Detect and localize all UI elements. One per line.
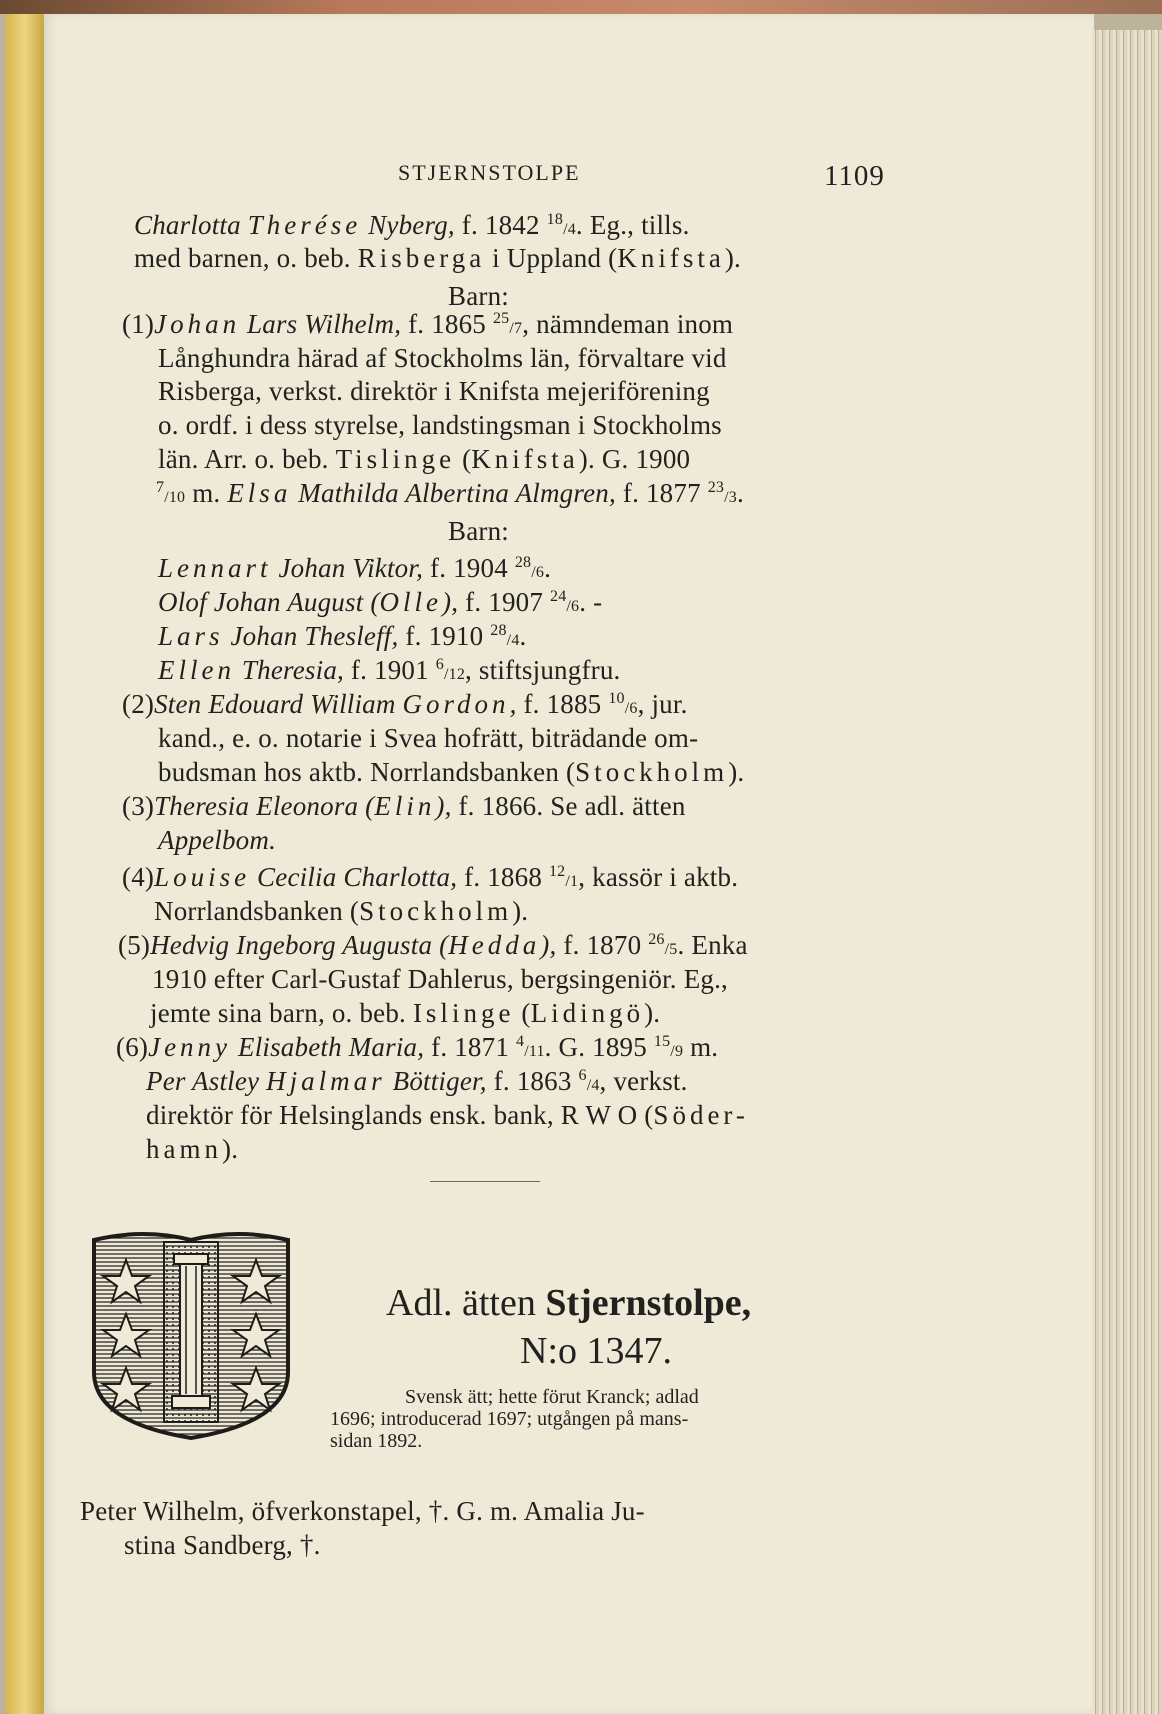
date-superscript: 12 [548,863,566,880]
text-run: (3) [122,791,155,821]
text-line: Appelbom. [158,825,277,855]
text-run: , jur. [637,689,688,719]
text-run: Knifsta [471,444,579,474]
text-line [146,1134,238,1164]
text-run: f. 1863 [486,1066,579,1096]
family-title-prefix: Adl. ätten [386,1282,546,1324]
text-run: Lars Wilhelm, [240,309,402,339]
page-number: 1109 [824,160,885,192]
text-run: (6) [116,1032,149,1062]
text-run: ). [728,757,745,787]
text-run: m. [185,478,228,508]
date-superscript: 26 [648,931,665,948]
text-run: Risberga [357,243,486,273]
text-run: ). [644,998,661,1028]
text-run: f. 1904 [423,553,515,583]
text-line [122,862,738,892]
text-run: budsman hos aktb. Norrlandsbanken ( [158,757,576,787]
family-title [386,1282,751,1324]
founder-line: stina Sandberg, †. [124,1530,321,1560]
text-line: Långhundra härad af Stockholms län, förvaltare vid [158,343,727,373]
family-number: N:o 1347. [520,1330,672,1372]
text-run: , verkst. [599,1066,688,1096]
text-run: . - [579,587,603,617]
text-run: Hedda [448,930,541,960]
text-run: Per Astley [146,1066,267,1096]
text-line: 1910 efter Carl-Gustaf Dahlerus, bergsingeniör. Eg., [152,964,729,994]
text-line [122,309,733,339]
text-run: f. 1901 [343,655,436,685]
text-line [154,896,528,926]
text-run: . [519,621,527,651]
section-heading: Barn: [448,281,509,311]
family-note-line: 1696; introducerad 1697; utgången på mans- [330,1408,689,1430]
family-title-name: Stjernstolpe, [545,1282,752,1324]
page-edges [1092,30,1162,1714]
text-run: Theresia, [234,655,344,685]
text-run: . Eg., tills. [575,210,690,240]
text-run: hamn [146,1134,222,1164]
text-run: direktör för Helsinglands ensk. bank, R W O ( [146,1100,654,1130]
family-note-line: Svensk ätt; hette förut Kranck; adlad [405,1386,699,1408]
date-superscript: 15 [653,1033,671,1050]
section-heading: Barn: [448,516,509,546]
text-line: Risberga, verkst. direktör i Knifsta mejeriförening [158,376,710,406]
text-line [158,553,551,583]
text-run: f. 1877 [615,478,708,508]
text-run: Johan Thesleff, [223,621,399,651]
text-line [134,210,690,240]
text-run: Mathilda Albertina Almgren, [291,478,616,508]
text-line [134,243,741,273]
text-run: Olle [379,587,443,617]
text-run: Ellen [158,655,235,685]
date-superscript: 7 [156,479,165,496]
shield-with-pillar-and-six-stars-icon [86,1232,296,1442]
text-run: Knifsta [617,243,725,273]
text-run: ). [724,243,741,273]
text-line [150,998,660,1028]
text-run: Hjalmar [266,1066,386,1096]
date-superscript: 4 [515,1033,525,1050]
date-subscript: /4 [563,221,576,238]
date-superscript: 25 [492,310,510,327]
text-run: (5) [118,930,151,960]
text-run: Cecilia Charlotta, [250,862,458,892]
text-line: kand., e. o. notarie i Svea hofrätt, biträdande om- [158,723,699,753]
text-run: Lars [158,621,224,651]
date-subscript: /6 [531,564,545,581]
text-run: Stockholm [575,757,729,787]
date-superscript: 6 [578,1067,587,1084]
text-run: Theresia Eleonora ( [154,791,375,821]
text-line [122,689,688,719]
date-subscript: /4 [586,1077,600,1094]
text-run: Elisabeth Maria, [231,1032,425,1062]
date-subscript: /9 [670,1043,684,1060]
text-line [156,478,744,508]
text-line [146,1100,749,1130]
text-run: f. 1866. Se adl. ätten [451,791,686,821]
date-superscript: 23 [707,479,725,496]
date-subscript: /1 [565,873,579,890]
text-run: jemte sina barn, o. beb. [150,998,413,1028]
date-subscript: /4 [506,632,520,649]
family-note-line: sidan 1892. [330,1430,423,1452]
text-run: län. Arr. o. beb. [158,444,336,474]
text-line [118,930,748,960]
text-run: Hedvig Ingeborg Augusta ( [150,930,449,960]
text-run: Islinge [412,998,515,1028]
text-run: ). [222,1134,239,1164]
date-subscript: /12 [443,666,466,683]
section-divider [430,1181,540,1182]
text-run: i Uppland ( [485,243,618,273]
text-run: Tislinge [335,444,456,474]
text-run: , [509,689,517,719]
text-line [158,655,620,685]
text-run: f. 1868 [457,862,549,892]
date-superscript: 28 [514,554,532,571]
gilt-edge [6,14,44,1714]
text-run: ), [442,587,459,617]
text-run: . [736,478,744,508]
text-run: ), [540,930,557,960]
text-line: o. ordf. i dess styrelse, landstingsman i Stockholms [158,410,722,440]
date-superscript: 28 [490,622,507,639]
founder-line: Peter Wilhelm, öfverkonstapel, †. G. m. Amalia Ju- [80,1496,645,1526]
text-line [116,1032,718,1062]
text-run: Lennart [158,553,272,583]
date-superscript: 10 [608,690,625,707]
text-run: Norrlandsbanken ( [154,896,360,926]
text-run: (2) [122,689,155,719]
text-run: Gordon [402,689,510,719]
text-run: Böttiger, [385,1066,487,1096]
text-run: (4) [122,862,155,892]
date-subscript: /3 [724,489,737,506]
text-run: f. 1885 [516,689,609,719]
text-run: . Enka [677,930,748,960]
date-subscript: /6 [624,700,638,717]
text-run: (1) [122,309,155,339]
text-run: ). G. 1900 [578,444,691,474]
text-run: Elin [374,791,436,821]
text-run: Söder- [653,1100,749,1130]
text-run: Charlotta [134,210,241,240]
text-run: ( [455,444,472,474]
text-run: Nyberg, [368,210,455,240]
text-run: med barnen, o. beb. [134,243,358,273]
text-run: ). [512,896,529,926]
text-run: Lidingö [530,998,645,1028]
text-run: , nämndeman inom [522,309,734,339]
text-run: f. 1871 [424,1032,516,1062]
text-line [158,757,744,787]
text-run: Johan [154,309,241,339]
date-subscript: /5 [664,941,678,958]
text-run: Johan Viktor, [271,553,424,583]
text-run: Elsa [227,478,292,508]
text-run: f. 1907 [458,587,550,617]
text-line [122,791,686,821]
text-run: , stiftsjungfru. [465,655,621,685]
text-run: Louise [154,862,251,892]
text-line [146,1066,688,1096]
date-superscript: 24 [550,588,567,605]
text-line [158,444,690,474]
date-superscript: 18 [546,211,564,228]
text-run: . [544,553,552,583]
text-run: , kassör i aktb. [578,862,739,892]
date-subscript: /6 [566,598,580,615]
text-run: f. 1842 [454,210,547,240]
top-cover-strip [0,0,1162,14]
text-run: f. 1910 [398,621,491,651]
text-run: f. 1865 [401,309,493,339]
text-run: Olof Johan August ( [158,587,380,617]
text-run: Jenny [148,1032,232,1062]
text-line [158,621,526,651]
text-run: . G. 1895 [544,1032,654,1062]
text-run: Therése [247,210,362,240]
date-superscript: 6 [435,656,444,673]
text-run: Stockholm [359,896,513,926]
date-subscript: /10 [164,489,186,506]
running-head: STJERNSTOLPE [398,160,581,185]
text-run: Sten Edouard William [154,689,403,719]
text-run: m. [683,1032,719,1062]
text-run: ( [514,998,531,1028]
text-run: ), [435,791,452,821]
text-line [158,587,602,617]
date-subscript: /7 [509,320,523,337]
text-run: f. 1870 [556,930,649,960]
date-subscript: /11 [524,1043,545,1060]
